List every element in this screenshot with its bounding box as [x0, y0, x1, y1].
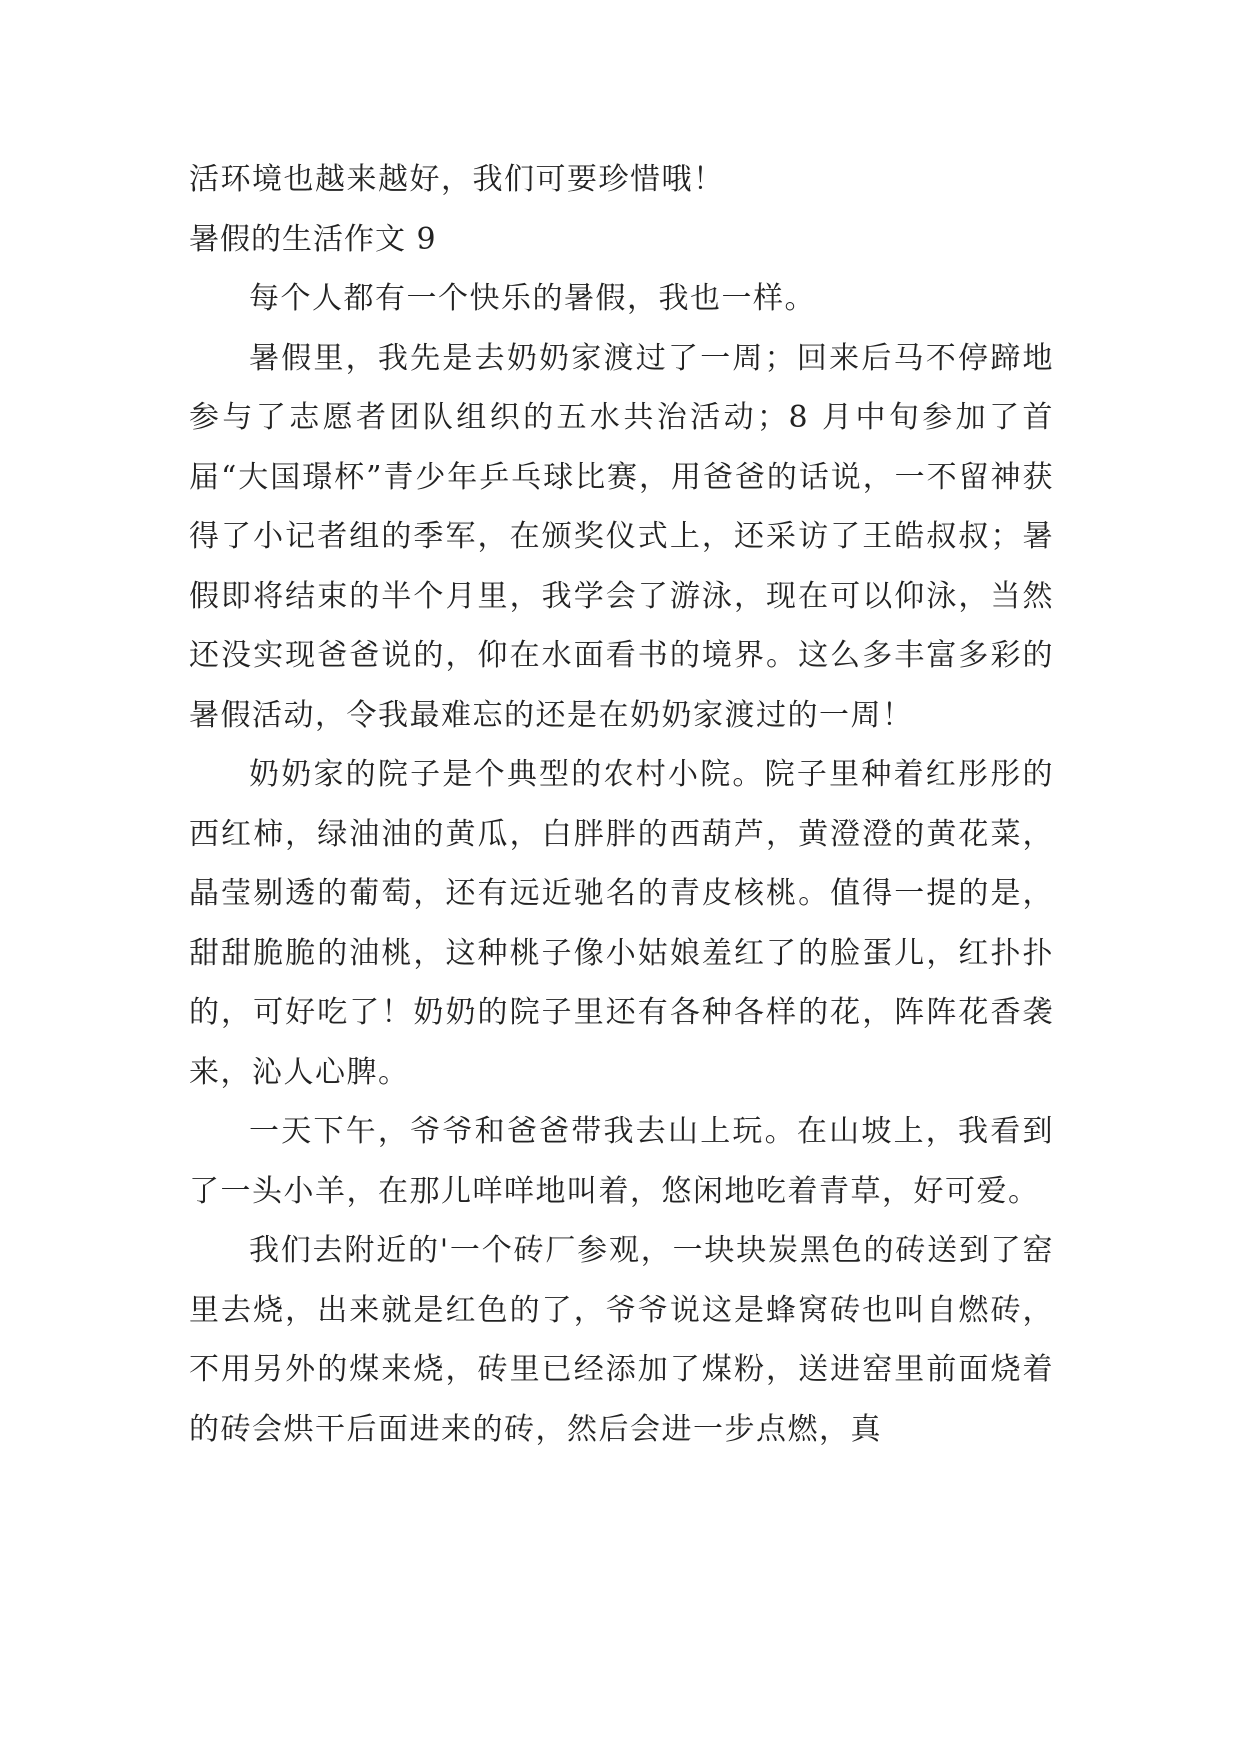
paragraph-summer-activities: 暑假里，我先是去奶奶家渡过了一周；回来后马不停蹄地参与了志愿者团队组织的五水共治活动；8 月中旬参加了首届“大国璟杯”青少年乒乓球比赛，用爸爸的话说，一不留神获得了小记者组的季军，在颁奖仪式上，还采访了王皓叔叔；暑假即将结束的半个月里，我学会了游泳，现在可以仰泳，当然还没实现爸爸说的，仰在水面看书的境界。这么多丰富多彩的暑假活动，令我最难忘的还是在奶奶家渡过的一周！	[189, 340, 1054, 733]
paragraph-continuation: 活环境也越来越好，我们可要珍惜哦！	[189, 162, 725, 197]
document-body	[189, 150, 1054, 1459]
paragraph-grandma-yard: 奶奶家的院子是个典型的农村小院。院子里种着红彤彤的西红柿，绿油油的黄瓜，白胖胖的西葫芦，黄澄澄的黄花菜，晶莹剔透的葡萄，还有远近驰名的青皮核桃。值得一提的是，甜甜脆脆的油桃，这种桃子像小姑娘羞红了的脸蛋儿，红扑扑的，可好吃了！奶奶的院子里还有各种各样的花，阵阵花香袭来，沁人心脾。	[189, 757, 1054, 1090]
section-title: 暑假的生活作文 9	[189, 221, 437, 257]
paragraph-intro: 每个人都有一个快乐的暑假，我也一样。	[249, 281, 816, 316]
paragraph-mountain-trip: 一天下午，爷爷和爸爸带我去山上玩。在山坡上，我看到了一头小羊，在那儿咩咩地叫着，悠闲地吃着青草，好可爱。	[189, 1114, 1054, 1209]
paragraph-brick-factory: 我们去附近的'一个砖厂参观，一块块炭黑色的砖送到了窑里去烧，出来就是红色的了，爷爷说这是蜂窝砖也叫自燃砖，不用另外的煤来烧，砖里已经添加了煤粉，送进窑里前面烧着的砖会烘干后面进来的砖，然后会进一步点燃，真	[189, 1233, 1054, 1447]
